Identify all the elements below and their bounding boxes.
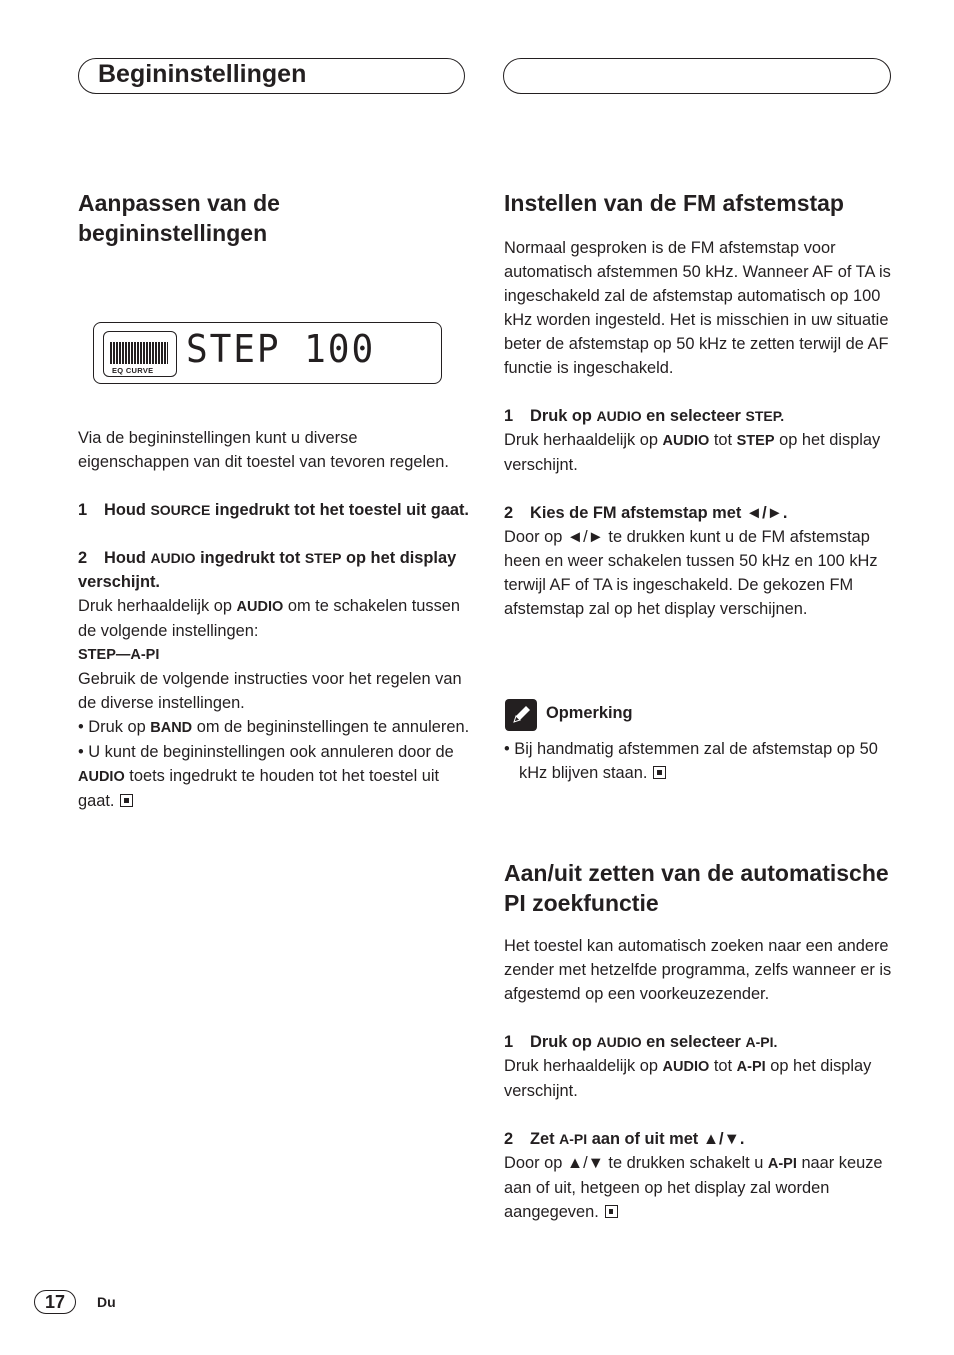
settings-sequence: STEP—A-PI (78, 647, 160, 663)
section-heading-fm-afstemstap: Instellen van de FM afstemstap (504, 190, 844, 216)
note-pencil-icon (505, 699, 537, 731)
note-bullet: • Bij handmatig afstemmen zal de afstemstap op 50 kHz blijven staan. (504, 740, 878, 782)
left-bullet-1: • Druk op BAND om de begininstellingen te annuleren. (78, 718, 470, 736)
right1-step-1-text: Druk herhaaldelijk op AUDIO tot STEP op het display verschijnt. (504, 431, 881, 474)
eq-label: EQ CURVE (112, 366, 154, 375)
right1-step-2-text: Door op ◄/► te drukken kunt u de FM afstemstap heen en weer schakelen tussen 50 kHz en 100 kHz terwijl AF of TA is ingeschakeld. De gekozen FM afstemstap zal op het display verschijnen. (504, 528, 878, 618)
right2-intro: Het toestel kan automatisch zoeken naar een andere zender met hetzelfde programma, zelfs wanneer er is afgestemd op een voorkeuzezender. (504, 937, 892, 1003)
note-body (504, 737, 892, 785)
eq-bars-icon (110, 342, 168, 364)
language-code: Du (97, 1294, 116, 1310)
end-mark-icon (653, 766, 666, 779)
header-box-right (503, 58, 891, 94)
page-title: Begininstellingen (98, 60, 307, 88)
eq-indicator (103, 331, 177, 377)
note-label: Opmerking (546, 704, 633, 722)
lcd-display (93, 322, 442, 384)
left-step-2-instructions: Gebruik de volgende instructies voor het regelen van de diverse instellingen. (78, 670, 462, 712)
right1-step-1: 1 Druk op AUDIO en selecteer STEP. (504, 407, 785, 425)
end-mark-icon (605, 1205, 618, 1218)
section-heading-pi-zoekfunctie: Aan/uit zetten van de automatische PI zoekfunctie (504, 860, 889, 916)
right2-step-2: 2 Zet A-PI aan of uit met ▲/▼. (504, 1130, 745, 1148)
right1-intro: Normaal gesproken is de FM afstemstap voor automatisch afstemmen 50 kHz. Wanneer AF of TA is ingeschakeld zal de afstemstap automatisch op 100 kHz worden ingesteld. Het is misschien in uw situatie beter de afstemstap op 50 kHz te zetten terwijl de AF functie is ingeschakeld. (504, 239, 891, 377)
right2-step-1-text: Druk herhaaldelijk op AUDIO tot A-PI op het display verschijnt. (504, 1057, 872, 1100)
left-intro: Via de begininstellingen kunt u diverse eigenschappen van dit toestel van tevoren regelen. (78, 429, 449, 471)
end-mark-icon (120, 794, 133, 807)
right1-step-2: 2 Kies de FM afstemstap met ◄/►. (504, 504, 788, 522)
right2-body (504, 934, 896, 1224)
section-heading-begininstellingen: Aanpassen van de begininstellingen (78, 190, 280, 246)
left-step-1: 1 Houd SOURCE ingedrukt tot het toestel uit gaat. (78, 501, 469, 519)
right1-body (504, 236, 892, 621)
right2-step-1: 1 Druk op AUDIO en selecteer A-PI. (504, 1033, 778, 1051)
right2-step-2-text: Door op ▲/▼ te drukken schakelt u A-PI naar keuze aan of uit, hetgeen op het display zal worden aangegeven. (504, 1154, 883, 1221)
page-number: 17 (34, 1290, 76, 1314)
left-body (78, 426, 470, 813)
left-step-2: 2 Houd AUDIO ingedrukt tot STEP op het display verschijnt. (78, 549, 457, 591)
lcd-text: STEP 100 (186, 327, 376, 371)
left-step-2-text: Druk herhaaldelijk op AUDIO om te schakelen tussen de volgende instellingen: (78, 597, 461, 640)
left-bullet-2: • U kunt de begininstellingen ook annuleren door de AUDIO toets ingedrukt te houden tot het toestel uit gaat. (78, 743, 454, 810)
